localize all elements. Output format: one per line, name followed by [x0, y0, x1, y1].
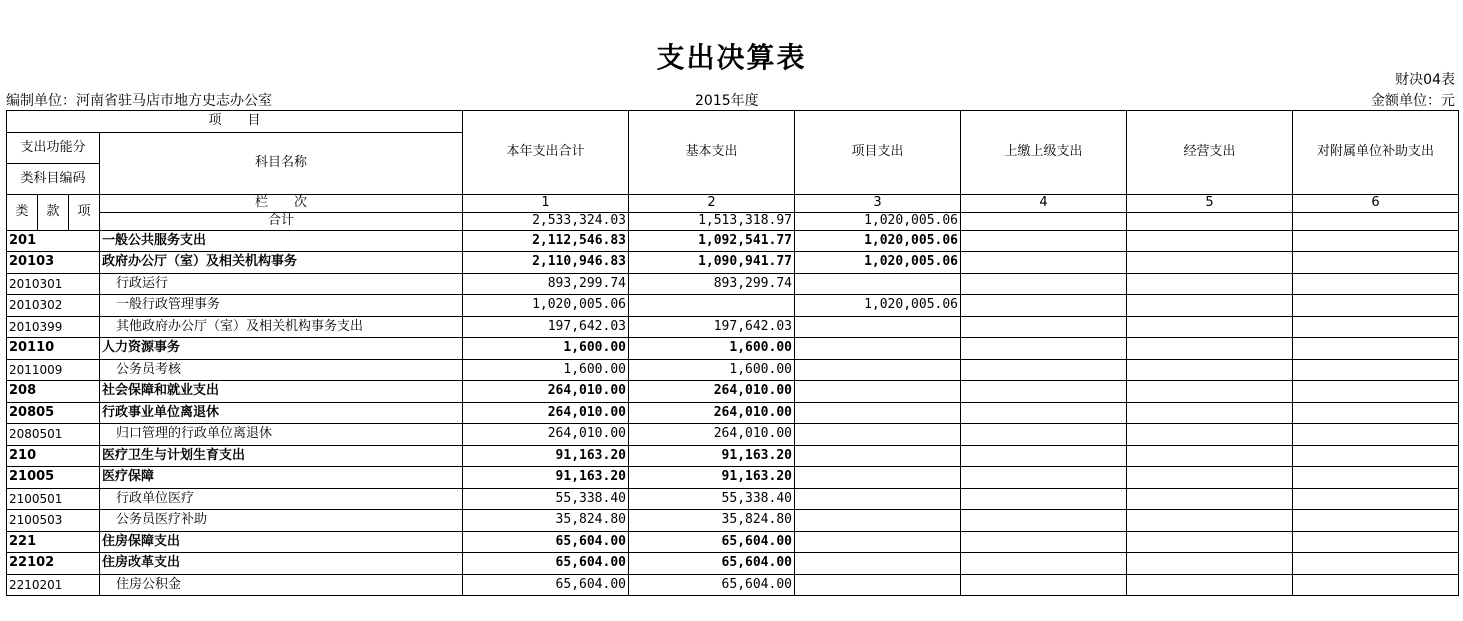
- row-subject-name: 一般行政管理事务: [100, 295, 463, 317]
- table-row: [7, 467, 1459, 489]
- row-value-6: [1293, 488, 1459, 510]
- row-value-5: [1127, 295, 1293, 317]
- row-value-5: [1127, 467, 1293, 489]
- row-value-3: [795, 338, 961, 360]
- row-value-4: [961, 338, 1127, 360]
- header-func-code-line2: 类科目编码: [7, 163, 100, 194]
- row-value-4: [961, 553, 1127, 575]
- header-lei: 类: [7, 194, 38, 230]
- header-lan-ci: 栏 次: [100, 194, 463, 212]
- table-row: [7, 316, 1459, 338]
- row-value-3: [795, 553, 961, 575]
- row-subject-name: 住房改革支出: [100, 553, 463, 575]
- row-subject-name: 行政事业单位离退休: [100, 402, 463, 424]
- row-code: 20110: [7, 338, 100, 360]
- row-value-3: 1,020,005.06: [795, 252, 961, 274]
- header-func-code-line1: 支出功能分: [7, 132, 100, 163]
- row-value-4: [961, 574, 1127, 596]
- row-value-5: [1127, 531, 1293, 553]
- row-value-1: 1,600.00: [463, 338, 629, 360]
- row-value-6: [1293, 273, 1459, 295]
- row-value-4: [961, 488, 1127, 510]
- row-value-3: [795, 316, 961, 338]
- row-value-3: [795, 424, 961, 446]
- header-row-1: [7, 111, 1459, 133]
- row-value-2: 1,600.00: [629, 338, 795, 360]
- header-col-2: 基本支出: [629, 111, 795, 195]
- header-xiang: 项: [69, 194, 100, 230]
- table-row: [7, 510, 1459, 532]
- page-title: 支出决算表: [656, 41, 807, 74]
- row-value-3: 1,020,005.06: [795, 230, 961, 252]
- amount-unit: 金额单位：元: [1371, 93, 1455, 109]
- table-row: [7, 402, 1459, 424]
- row-value-3: [795, 488, 961, 510]
- row-value-5: [1127, 510, 1293, 532]
- total-value-3: 1,020,005.06: [795, 212, 961, 230]
- row-value-1: 55,338.40: [463, 488, 629, 510]
- row-value-3: [795, 381, 961, 403]
- row-value-2: 893,299.74: [629, 273, 795, 295]
- row-value-3: [795, 467, 961, 489]
- row-value-2: 264,010.00: [629, 381, 795, 403]
- row-code: 2010301: [7, 273, 100, 295]
- table-row: [7, 531, 1459, 553]
- row-subject-name: 公务员考核: [100, 359, 463, 381]
- row-value-6: [1293, 338, 1459, 360]
- row-code: 2010399: [7, 316, 100, 338]
- row-value-1: 1,020,005.06: [463, 295, 629, 317]
- header-row-4: [7, 194, 1459, 212]
- row-value-5: [1127, 488, 1293, 510]
- row-value-4: [961, 445, 1127, 467]
- table-row: [7, 574, 1459, 596]
- row-subject-name: 一般公共服务支出: [100, 230, 463, 252]
- row-value-4: [961, 295, 1127, 317]
- table-row: [7, 338, 1459, 360]
- column-number-2: 2: [629, 194, 795, 212]
- row-value-6: [1293, 381, 1459, 403]
- row-value-6: [1293, 510, 1459, 532]
- row-code: 22102: [7, 553, 100, 575]
- header-subject-name: 科目名称: [100, 132, 463, 194]
- row-subject-name: 医疗卫生与计划生育支出: [100, 445, 463, 467]
- row-value-3: [795, 359, 961, 381]
- table-row: [7, 230, 1459, 252]
- row-subject-name: 公务员医疗补助: [100, 510, 463, 532]
- row-value-4: [961, 252, 1127, 274]
- row-value-4: [961, 381, 1127, 403]
- fiscal-year: 2015年度: [695, 93, 759, 109]
- row-value-3: [795, 445, 961, 467]
- row-code: 208: [7, 381, 100, 403]
- row-value-4: [961, 359, 1127, 381]
- table-row: [7, 445, 1459, 467]
- row-code: 2080501: [7, 424, 100, 446]
- row-value-5: [1127, 424, 1293, 446]
- row-subject-name: 行政单位医疗: [100, 488, 463, 510]
- row-value-6: [1293, 531, 1459, 553]
- row-value-6: [1293, 574, 1459, 596]
- row-value-5: [1127, 252, 1293, 274]
- reporting-unit: 编制单位：河南省驻马店市地方史志办公室: [6, 93, 272, 109]
- row-value-6: [1293, 402, 1459, 424]
- row-value-5: [1127, 445, 1293, 467]
- table-row: [7, 424, 1459, 446]
- row-value-2: 91,163.20: [629, 467, 795, 489]
- row-value-4: [961, 273, 1127, 295]
- total-value-1: 2,533,324.03: [463, 212, 629, 230]
- row-value-3: [795, 273, 961, 295]
- row-value-4: [961, 531, 1127, 553]
- row-value-2: 1,092,541.77: [629, 230, 795, 252]
- row-code: 2100501: [7, 488, 100, 510]
- row-value-2: 65,604.00: [629, 553, 795, 575]
- row-value-2: 1,600.00: [629, 359, 795, 381]
- table-row: [7, 252, 1459, 274]
- row-subject-name: 人力资源事务: [100, 338, 463, 360]
- row-value-1: 264,010.00: [463, 424, 629, 446]
- header-col-1: 本年支出合计: [463, 111, 629, 195]
- row-subject-name: 政府办公厅（室）及相关机构事务: [100, 252, 463, 274]
- row-value-5: [1127, 359, 1293, 381]
- row-code: 221: [7, 531, 100, 553]
- row-value-1: 35,824.80: [463, 510, 629, 532]
- form-number: 财决04表: [1395, 72, 1455, 88]
- row-value-6: [1293, 553, 1459, 575]
- total-value-6: [1293, 212, 1459, 230]
- row-value-1: 91,163.20: [463, 445, 629, 467]
- header-col-4: 上缴上级支出: [961, 111, 1127, 195]
- row-value-1: 2,110,946.83: [463, 252, 629, 274]
- row-value-3: 1,020,005.06: [795, 295, 961, 317]
- row-value-1: 65,604.00: [463, 553, 629, 575]
- row-code: 2011009: [7, 359, 100, 381]
- expenditure-table: [6, 110, 1459, 596]
- row-subject-name: 行政运行: [100, 273, 463, 295]
- row-value-1: 91,163.20: [463, 467, 629, 489]
- row-code: 21005: [7, 467, 100, 489]
- row-value-3: [795, 531, 961, 553]
- row-value-1: 1,600.00: [463, 359, 629, 381]
- total-value-2: 1,513,318.97: [629, 212, 795, 230]
- column-number-5: 5: [1127, 194, 1293, 212]
- row-value-6: [1293, 445, 1459, 467]
- row-subject-name: 医疗保障: [100, 467, 463, 489]
- header-col-6: 对附属单位补助支出: [1293, 111, 1459, 195]
- row-subject-name: 社会保障和就业支出: [100, 381, 463, 403]
- row-value-1: 197,642.03: [463, 316, 629, 338]
- row-value-1: 893,299.74: [463, 273, 629, 295]
- row-subject-name: 住房保障支出: [100, 531, 463, 553]
- total-label: 合计: [100, 212, 463, 230]
- column-number-4: 4: [961, 194, 1127, 212]
- row-value-1: 65,604.00: [463, 574, 629, 596]
- row-value-3: [795, 402, 961, 424]
- row-value-5: [1127, 574, 1293, 596]
- row-value-1: 2,112,546.83: [463, 230, 629, 252]
- row-value-6: [1293, 467, 1459, 489]
- row-value-5: [1127, 402, 1293, 424]
- row-value-1: 264,010.00: [463, 402, 629, 424]
- row-value-4: [961, 510, 1127, 532]
- row-code: 210: [7, 445, 100, 467]
- row-value-3: [795, 574, 961, 596]
- row-value-2: 197,642.03: [629, 316, 795, 338]
- row-value-5: [1127, 381, 1293, 403]
- row-value-4: [961, 467, 1127, 489]
- totals-row: [7, 212, 1459, 230]
- total-value-4: [961, 212, 1127, 230]
- row-value-6: [1293, 252, 1459, 274]
- row-code: 2210201: [7, 574, 100, 596]
- row-code: 2100503: [7, 510, 100, 532]
- row-subject-name: 归口管理的行政单位离退休: [100, 424, 463, 446]
- column-number-3: 3: [795, 194, 961, 212]
- row-value-6: [1293, 424, 1459, 446]
- row-value-6: [1293, 295, 1459, 317]
- header-col-5: 经营支出: [1127, 111, 1293, 195]
- row-subject-name: 住房公积金: [100, 574, 463, 596]
- header-item: 项 目: [7, 111, 463, 133]
- table-row: [7, 553, 1459, 575]
- row-value-2: [629, 295, 795, 317]
- row-value-4: [961, 230, 1127, 252]
- column-number-6: 6: [1293, 194, 1459, 212]
- row-code: 20805: [7, 402, 100, 424]
- row-value-5: [1127, 273, 1293, 295]
- row-code: 201: [7, 230, 100, 252]
- row-code: 20103: [7, 252, 100, 274]
- total-value-5: [1127, 212, 1293, 230]
- row-value-2: 264,010.00: [629, 402, 795, 424]
- row-value-2: 65,604.00: [629, 531, 795, 553]
- row-value-5: [1127, 553, 1293, 575]
- row-value-2: 35,824.80: [629, 510, 795, 532]
- row-value-2: 65,604.00: [629, 574, 795, 596]
- row-value-1: 264,010.00: [463, 381, 629, 403]
- table-row: [7, 488, 1459, 510]
- row-value-2: 264,010.00: [629, 424, 795, 446]
- row-value-1: 65,604.00: [463, 531, 629, 553]
- row-subject-name: 其他政府办公厅（室）及相关机构事务支出: [100, 316, 463, 338]
- table-row: [7, 273, 1459, 295]
- table-row: [7, 359, 1459, 381]
- row-value-6: [1293, 359, 1459, 381]
- row-value-5: [1127, 230, 1293, 252]
- row-code: 2010302: [7, 295, 100, 317]
- row-value-4: [961, 424, 1127, 446]
- row-value-4: [961, 402, 1127, 424]
- table-row: [7, 381, 1459, 403]
- row-value-2: 91,163.20: [629, 445, 795, 467]
- row-value-4: [961, 316, 1127, 338]
- row-value-5: [1127, 316, 1293, 338]
- row-value-5: [1127, 338, 1293, 360]
- row-value-6: [1293, 316, 1459, 338]
- header-kuan: 款: [38, 194, 69, 230]
- row-value-2: 55,338.40: [629, 488, 795, 510]
- row-value-2: 1,090,941.77: [629, 252, 795, 274]
- row-value-6: [1293, 230, 1459, 252]
- header-col-3: 项目支出: [795, 111, 961, 195]
- table-row: [7, 295, 1459, 317]
- row-value-3: [795, 510, 961, 532]
- column-number-1: 1: [463, 194, 629, 212]
